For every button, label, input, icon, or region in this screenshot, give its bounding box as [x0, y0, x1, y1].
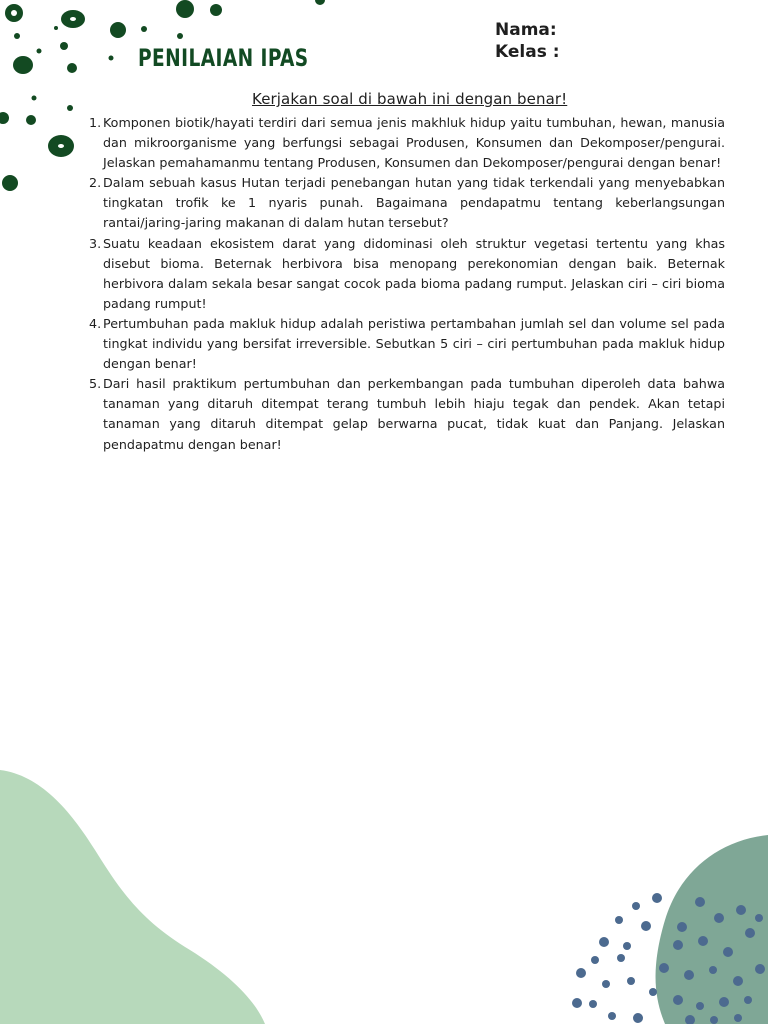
- name-label: Nama:: [495, 20, 557, 40]
- question-number: 3.: [89, 235, 102, 251]
- page-title: PENILAIAN IPAS: [138, 44, 309, 72]
- question-text: Dari hasil praktikum pertumbuhan dan perkembangan pada tumbuhan diperoleh data bahwa tanaman yang ditaruh ditempat terang tumbuh lebih hiaju tegak dan pendek. Akan tetapi tanaman yang ditaruh ditempat gelap berwarna pucat, tidak kuat dan Panjang. Jelaskan pendapatmu dengan benar!: [103, 376, 725, 452]
- instruction-text: Kerjakan soal di bawah ini dengan benar!: [252, 90, 568, 108]
- student-identity-block: [495, 19, 560, 63]
- question-text: Suatu keadaan ekosistem darat yang didominasi oleh struktur vegetasi tertentu yang khas disebut bioma. Beternak herbivora bisa menopang perekonomian dengan baik. Beternak herbivora dalam sekala besar sangat cocok pada bioma padang rumput. Jelaskan ciri – ciri bioma padang rumput!: [103, 235, 725, 311]
- question-item: [89, 234, 725, 314]
- class-label: Kelas :: [495, 42, 560, 62]
- question-item: [89, 113, 725, 173]
- question-item: [89, 314, 725, 374]
- question-number: 1.: [89, 115, 102, 130]
- question-number: 2.: [89, 175, 102, 191]
- question-text: Pertumbuhan pada makluk hidup adalah peristiwa pertambahan jumlah sel dan volume sel pada tingkat individu yang bersifat irreversible. Sebutkan 5 ciri – ciri pertumbuhan pada makluk hidup dengan benar!: [103, 315, 725, 372]
- question-number: 4.: [89, 315, 102, 331]
- question-item: [89, 374, 725, 454]
- question-number: 5.: [89, 376, 102, 392]
- question-list: [89, 113, 725, 455]
- question-text: Komponen biotik/hayati terdiri dari semua jenis makhluk hidup yaitu tumbuhan, hewan, manusia dan mikroorganisme yang berfungsi sebagai Produsen, Konsumen dan Dekomposer/pengurai. Jelaskan pemahamanmu tentang Produsen, Konsumen dan Dekomposer/pengurai dengan benar!: [103, 115, 725, 171]
- question-text: Dalam sebuah kasus Hutan terjadi penebangan hutan yang tidak terkendali yang menyebabkan tingkatan trofik ke 1 nyaris punah. Bagaimana pendapatmu tentang keberlangsungan rantai/jaring-jaring makanan di dalam hutan tersebut?: [103, 175, 725, 231]
- question-item: [89, 173, 725, 233]
